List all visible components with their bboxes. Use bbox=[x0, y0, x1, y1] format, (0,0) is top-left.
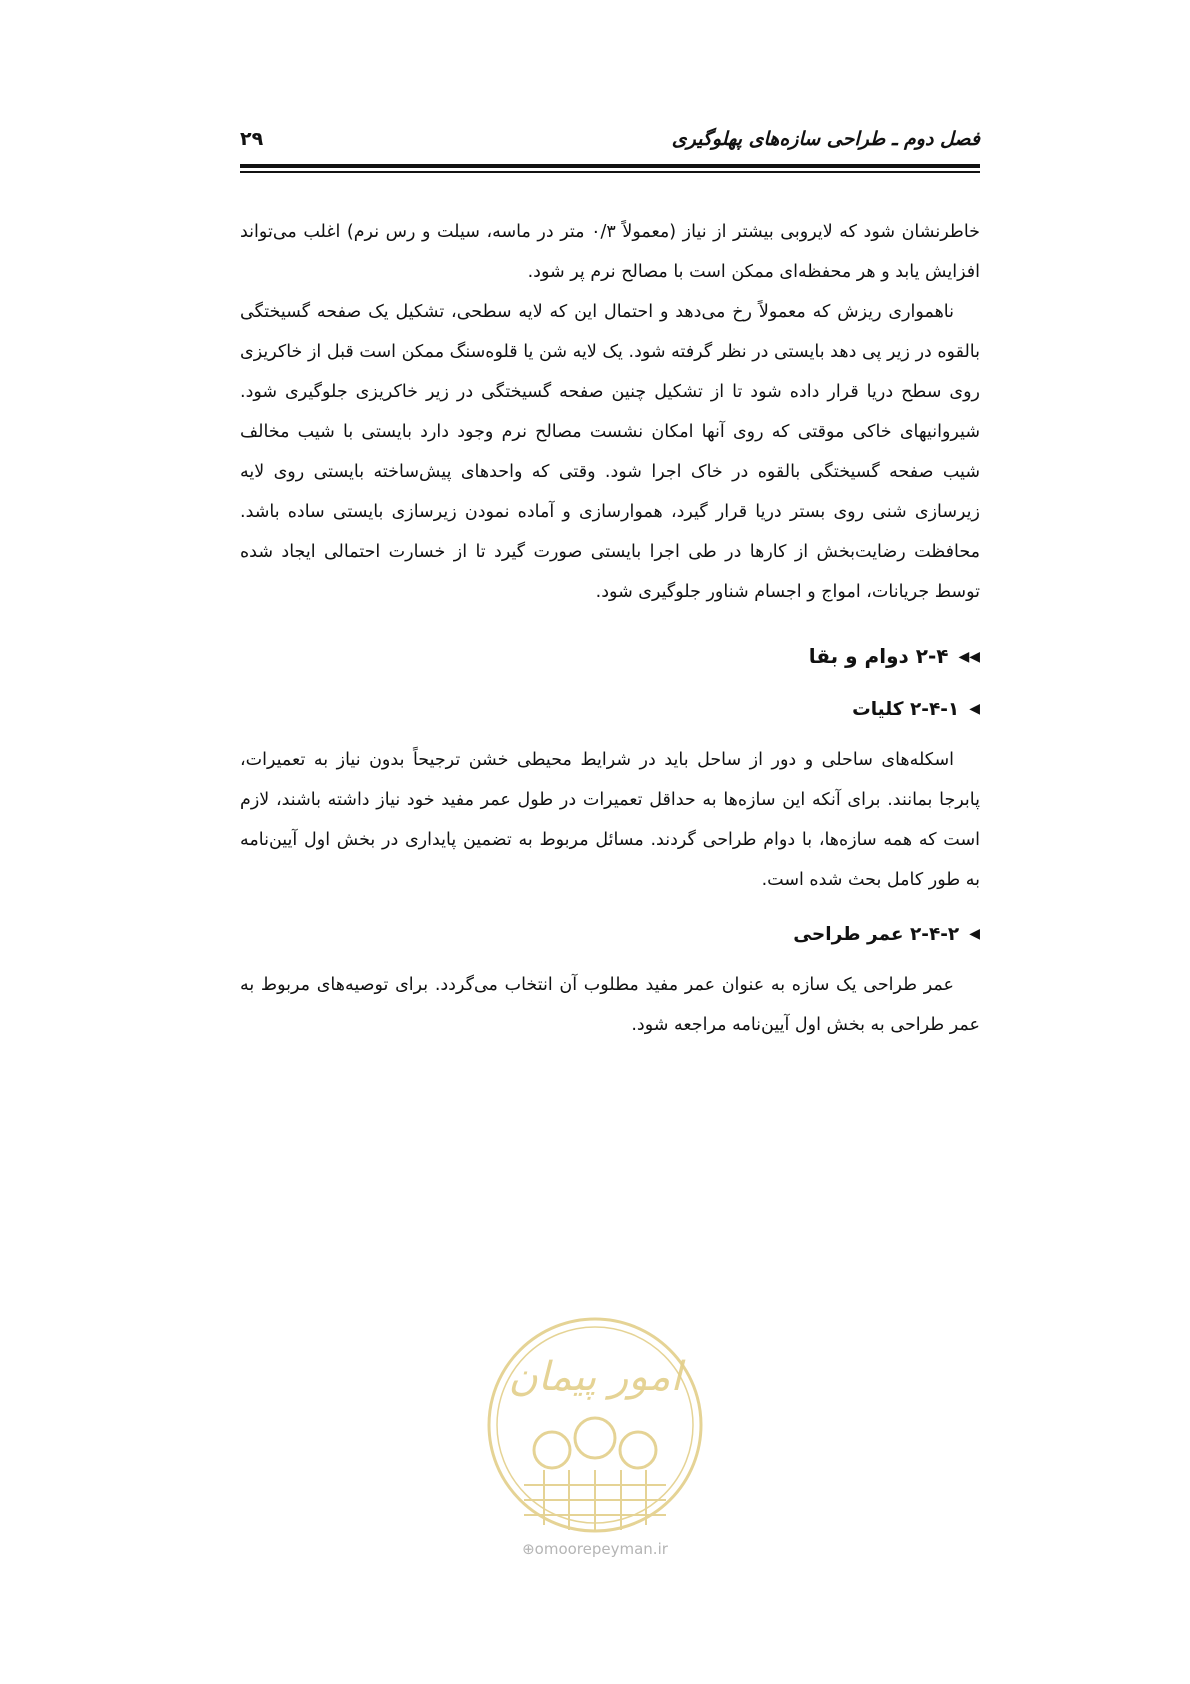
watermark-logo-text: امور پیمان bbox=[508, 1354, 682, 1400]
triangle-bullet-icon: ◀ bbox=[969, 701, 980, 717]
paragraph-dredging: خاطرنشان شود که لایروبی بیشتر از نیاز (معمولاً ۰/۳ متر در ماسه، سیلت و رس نرم) اغلب می‌تواند افزایش یابد و هر محفظه‌ای ممکن است با مصالح نرم پر شود. bbox=[240, 222, 980, 282]
page-number: ۲۹ bbox=[240, 128, 264, 150]
subsection-title-general: ۲-۴-۱ کلیات bbox=[852, 699, 960, 720]
globe-icon: ⊕ bbox=[522, 1540, 535, 1558]
watermark-url bbox=[495, 1540, 695, 1558]
paragraph-general: اسکله‌های ساحلی و دور از ساحل باید در شرایط محیطی خشن ترجیحاً بدون نیاز به تعمیرات، پابرجا بمانند. برای آنکه این سازه‌ها به حداقل تعمیرات در طول عمر مفید خود نیاز داشته باشند، لازم است که همه سازه‌ها، با دوام طراحی گردند. مسائل مربوط به تضمین پایداری در بخش اول آیین‌نامه به طور کامل بحث شده است. bbox=[240, 750, 980, 890]
chapter-title: فصل دوم ـ طراحی سازه‌های پهلوگیری bbox=[671, 128, 980, 150]
page-header bbox=[240, 128, 980, 158]
header-rule-thick bbox=[240, 164, 980, 168]
paragraph-design-life: عمر طراحی یک سازه به عنوان عمر مفید مطلوب آن انتخاب می‌گردد. برای توصیه‌های مربوط به عمر طراحی به بخش اول آیین‌نامه مراجعه شود. bbox=[240, 975, 980, 1035]
section-heading-durability bbox=[240, 638, 980, 675]
watermark-url-text: omoorepeyman.ir bbox=[534, 1540, 668, 1558]
subsection-title-design-life: ۲-۴-۲ عمر طراحی bbox=[793, 924, 960, 945]
header-rule-thin bbox=[240, 171, 980, 173]
paragraph-failure-plane: ناهمواری ریزش که معمولاً رخ می‌دهد و احتمال این که لایه سطحی، تشکیل یک صفحه گسیختگی بالقوه در زیر پی دهد بایستی در نظر گرفته شود. یک لایه شن یا قلوه‌سنگ ممکن است قبل از خاکریزی روی سطح دریا قرار داده شود تا از تشکیل چنین صفحه گسیختگی در زیر خاکریزی جلوگیری شود. شیروانیهای خاکی موقتی که روی آنها امکان نشست مصالح نرم وجود دارد بایستی با شیب مخالف شیب صفحه گسیختگی بالقوه در خاک اجرا شود. وقتی که واحدهای پیش‌ساخته بایستی روی لایه زیرسازی شنی روی بستر دریا قرار گیرد، هموارسازی و آماده نمودن زیرسازی بایستی ساده باشد. محافظت رضایت‌بخش از کارها در طی اجرا بایستی صورت گیرد تا از خسارت احتمالی ایجاد شده توسط جریانات، امواج و اجسام شناور جلوگیری شود. bbox=[240, 302, 980, 602]
section-title: ۲-۴ دوام و بقا bbox=[808, 644, 949, 668]
triangle-bullet-icon: ◀ bbox=[969, 926, 980, 942]
watermark-logo bbox=[484, 1310, 706, 1540]
double-triangle-bullet-icon: ◀◀ bbox=[958, 649, 980, 665]
subsection-heading-general bbox=[240, 691, 980, 728]
page-body bbox=[240, 212, 980, 1045]
subsection-heading-design-life bbox=[240, 916, 980, 953]
